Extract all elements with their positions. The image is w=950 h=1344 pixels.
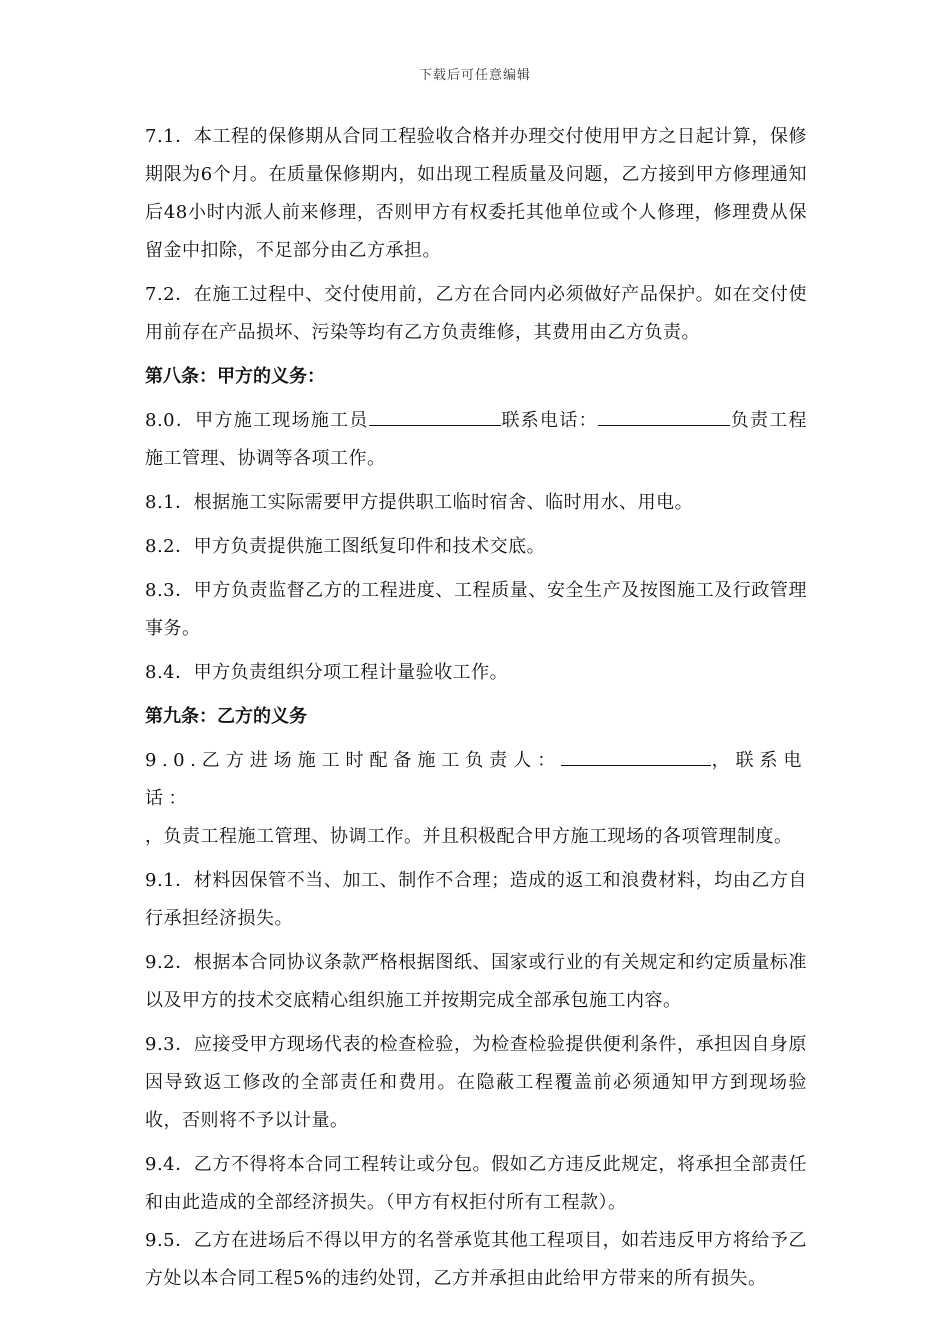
clause-9-1: 9.1．材料因保管不当、加工、制作不合理；造成的返工和浪费材料，均由乙方自行承担经济损失。 bbox=[145, 870, 807, 929]
clause-8-0-part3: 负责工程施工管理、协调等各项工作。 bbox=[145, 410, 808, 469]
clause-8-2: 8.2．甲方负责提供施工图纸复印件和技术交底。 bbox=[145, 536, 546, 557]
responsible-person-blank[interactable] bbox=[561, 743, 711, 766]
clause-8-4: 8.4．甲方负责组织分项工程计量验收工作。 bbox=[145, 662, 509, 683]
phone-blank[interactable] bbox=[598, 403, 730, 426]
clause-9-0-part1: 9.0.乙方进场施工时配备施工负责人： bbox=[145, 750, 562, 771]
clause-7-2: 7.2．在施工过程中、交付使用前，乙方在合同内必须做好产品保护。如在交付使用前存在产品损坏、污染等均有乙方负责维修，其费用由乙方负责。 bbox=[145, 284, 807, 343]
clause-8-0-part1: 8.0．甲方施工现场施工员 bbox=[145, 410, 369, 431]
clause-8-1: 8.1．根据施工实际需要甲方提供职工临时宿舍、临时用水、用电。 bbox=[145, 492, 694, 513]
construction-staff-blank[interactable] bbox=[369, 403, 501, 426]
clause-9-3: 9.3．应接受甲方现场代表的检查检验，为检查检验提供便利条件，承担因自身原因导致返工修改的全部责任和费用。在隐蔽工程覆盖前必须通知甲方到现场验收，否则将不予以计量。 bbox=[145, 1034, 807, 1131]
clause-7-1: 7.1．本工程的保修期从合同工程验收合格并办理交付使用甲方之日起计算，保修期限为6个月。在质量保修期内，如出现工程质量及问题，乙方接到甲方修理通知后48小时内派人前来修理，否则甲方有权委托其他单位或个人修理，修理费从保留金中扣除，不足部分由乙方承担。 bbox=[145, 126, 807, 261]
clause-8-0-part2: 联系电话： bbox=[500, 410, 598, 431]
clause-9-0-part2: ，联系电话： bbox=[145, 750, 807, 809]
clause-9-4: 9.4．乙方不得将本合同工程转让或分包。假如乙方违反此规定，将承担全部责任和由此造成的全部经济损失。（甲方有权拒付所有工程款）。 bbox=[145, 1154, 807, 1213]
clause-9-0 bbox=[145, 742, 807, 856]
article-8-heading: 第八条：甲方的义务： bbox=[145, 366, 325, 387]
clause-8-0 bbox=[145, 402, 807, 478]
clause-9-5: 9.5．乙方在进场后不得以甲方的名誉承览其他工程项目，如若违反甲方将给予乙方处以本合同工程5%的违约处罚，乙方并承担由此给甲方带来的所有损失。 bbox=[145, 1230, 807, 1289]
clause-9-0-part3: ，负责工程施工管理、协调工作。并且积极配合甲方施工现场的各项管理制度。 bbox=[145, 826, 793, 847]
page-header: 下载后可任意编辑 bbox=[418, 68, 531, 83]
document-body bbox=[145, 118, 807, 1304]
clause-8-3: 8.3．甲方负责监督乙方的工程进度、工程质量、安全生产及按图施工及行政管理事务。 bbox=[145, 580, 807, 639]
clause-9-2: 9.2．根据本合同协议条款严格根据图纸、国家或行业的有关规定和约定质量标准以及甲方的技术交底精心组织施工并按期完成全部承包施工内容。 bbox=[145, 952, 807, 1011]
article-9-heading: 第九条：乙方的义务 bbox=[145, 706, 307, 727]
